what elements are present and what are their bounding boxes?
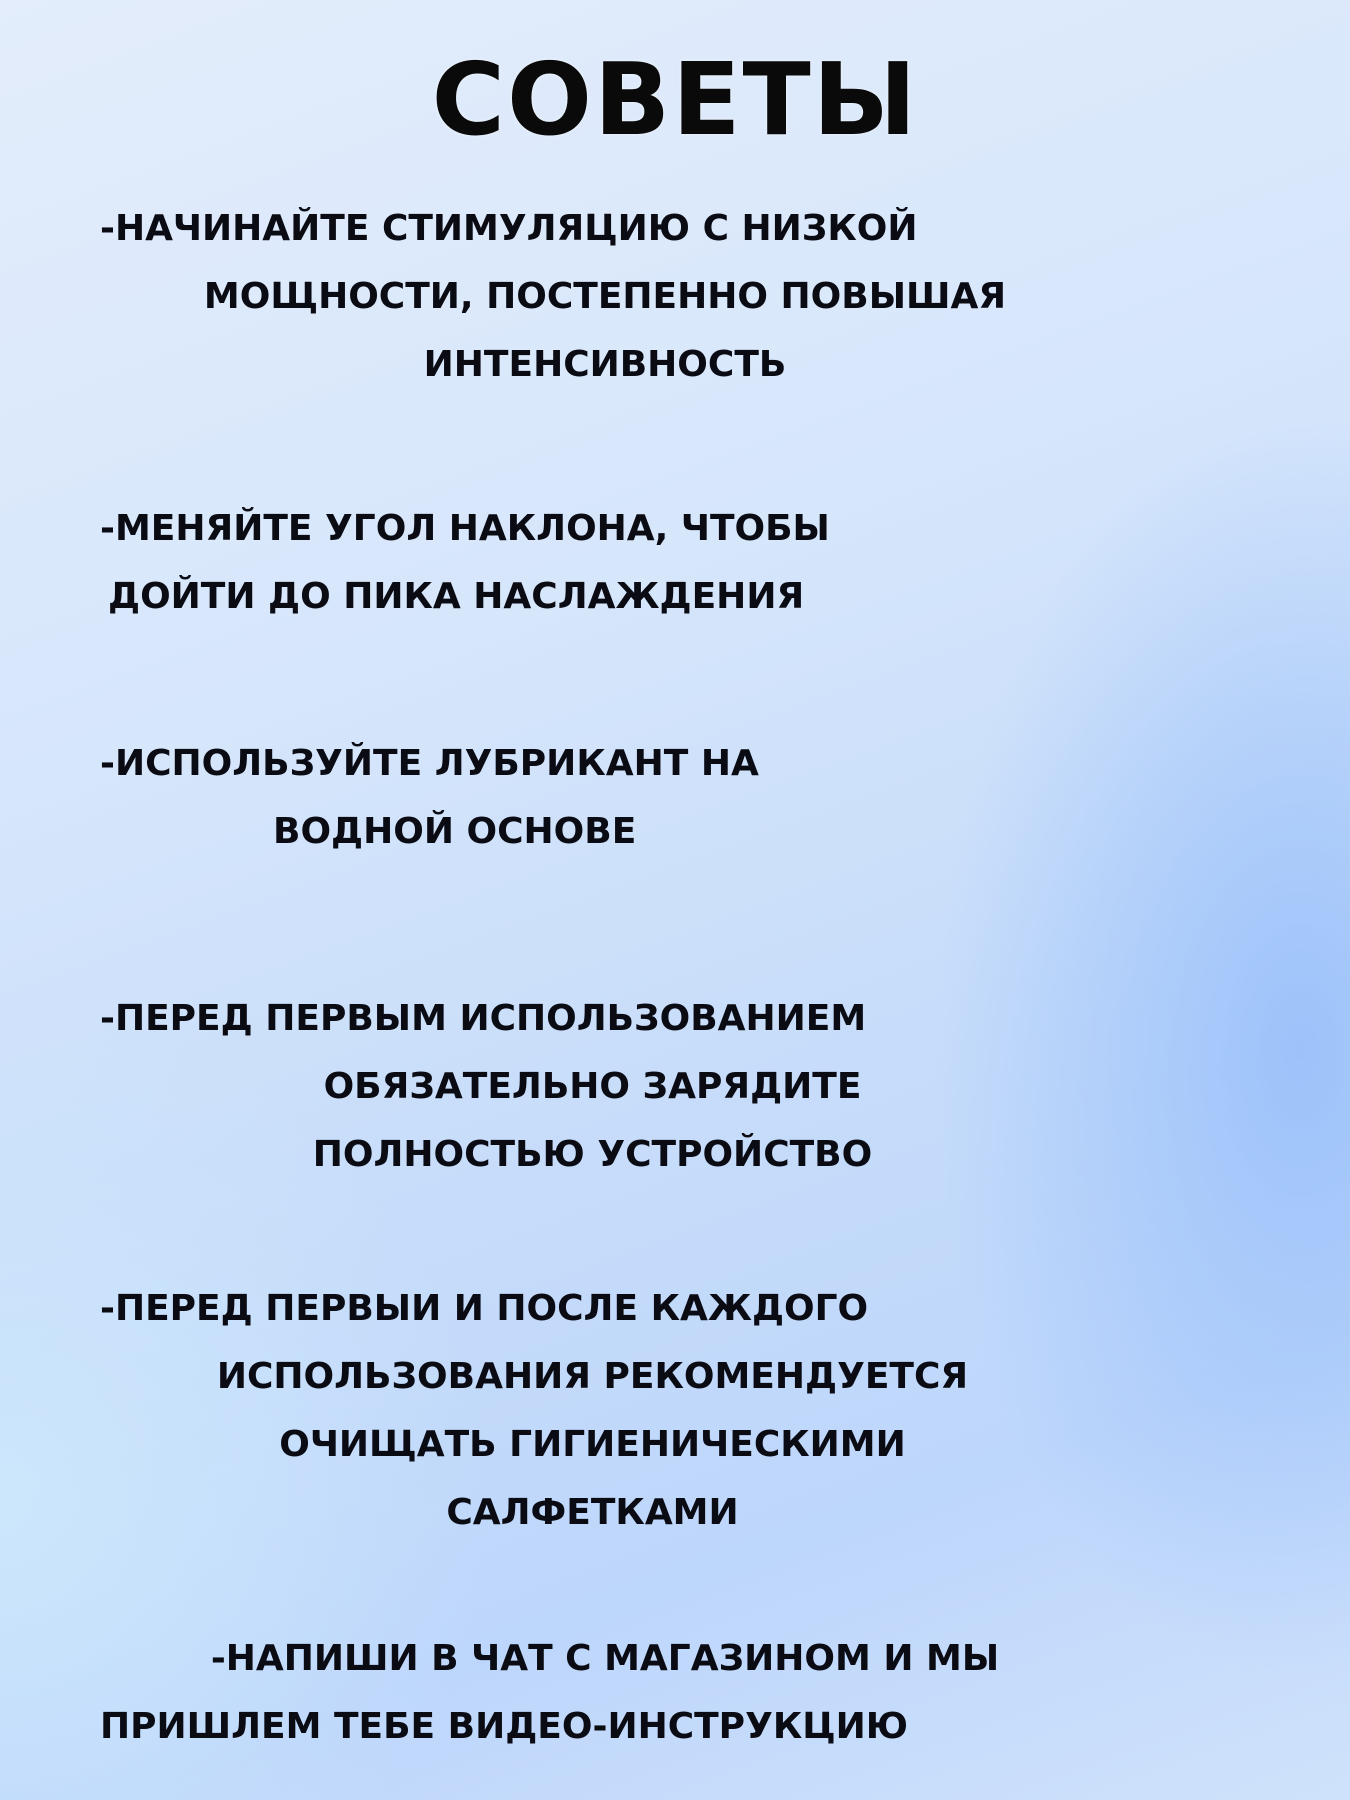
tip-line: ПОЛНОСТЬЮ УСТРОЙСТВО: [312, 1134, 873, 1175]
tip-lubricant: [100, 730, 830, 866]
tip-line: -ПЕРЕД ПЕРВЫИ И ПОСЛЕ КАЖДОГО: [100, 1288, 869, 1329]
tip-line: САЛФЕТКАМИ: [446, 1492, 739, 1533]
tip-line: -ПЕРЕД ПЕРВЫМ ИСПОЛЬЗОВАНИЕМ: [100, 998, 867, 1039]
tip-line: МОЩНОСТИ, ПОСТЕПЕННО ПОВЫШАЯ: [203, 276, 1007, 317]
page-title: СОВЕТЫ: [431, 41, 919, 158]
tip-cleaning: [100, 1275, 1085, 1547]
tip-line: -НАЧИНАЙТЕ СТИМУЛЯЦИЮ С НИЗКОЙ: [100, 208, 918, 249]
tip-line: ОЧИЩАТЬ ГИГИЕНИЧЕСКИМИ: [279, 1424, 906, 1465]
tip-line: ИНТЕНСИВНОСТЬ: [423, 344, 787, 385]
tip-start-low-power: [100, 195, 1110, 399]
tip-line: -ИСПОЛЬЗУЙТЕ ЛУБРИКАНТ НА: [100, 743, 759, 784]
tip-change-angle: [100, 495, 1000, 631]
tip-line: ВОДНОЙ ОСНОВЕ: [273, 811, 637, 852]
tip-line: ИСПОЛЬЗОВАНИЯ РЕКОМЕНДУЕТСЯ: [216, 1356, 969, 1397]
tip-line: ОБЯЗАТЕЛЬНО ЗАРЯДИТЕ: [323, 1066, 862, 1107]
tip-line: ДОЙТИ ДО ПИКА НАСЛАЖДЕНИЯ: [108, 576, 805, 617]
tip-charge-device: [100, 985, 1085, 1189]
tip-line: -НАПИШИ В ЧАТ С МАГАЗИНОМ И МЫ: [210, 1638, 1000, 1679]
tip-line: ПРИШЛЕМ ТЕБЕ ВИДЕО-ИНСТРУКЦИЮ: [100, 1706, 909, 1747]
tip-line: -МЕНЯЙТЕ УГОЛ НАКЛОНА, ЧТОБЫ: [100, 508, 830, 549]
tip-video-instruction: [100, 1625, 1110, 1761]
